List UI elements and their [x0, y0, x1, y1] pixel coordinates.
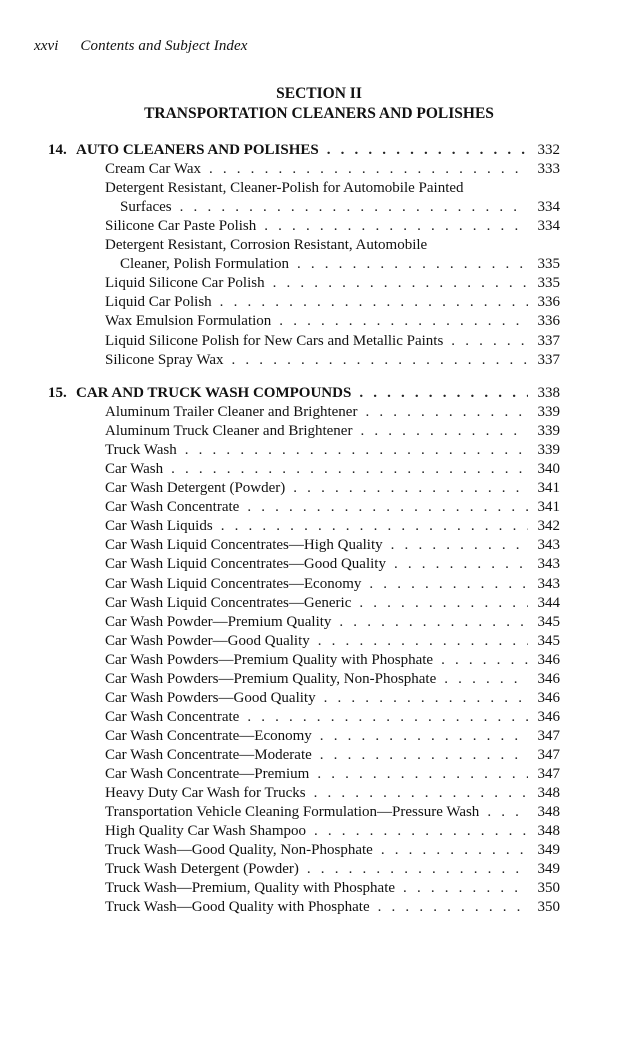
entry-title: Car Wash Powders—Premium Quality, Non-Phosphate: [105, 670, 437, 687]
toc-entry: [105, 651, 560, 670]
toc-entry: [105, 217, 560, 236]
dot-leader: [264, 217, 528, 236]
toc-entry: [105, 765, 560, 784]
dot-leader: [320, 727, 528, 746]
entry-page: 337: [537, 351, 560, 368]
entry-title: Car Wash Concentrate—Premium: [105, 766, 310, 782]
entry-page: 336: [537, 294, 560, 311]
toc-entry-line: [105, 236, 545, 255]
toc-entry: [105, 351, 560, 370]
dot-leader: [297, 255, 528, 274]
entry-title: Car Wash Powders—Good Quality: [105, 689, 316, 706]
dot-leader: [320, 746, 528, 765]
entry-title: Car Wash Powders—Premium Quality with Phosphate: [105, 651, 434, 668]
entry-page: 345: [537, 632, 560, 649]
toc-entry: [105, 727, 560, 746]
entry-title: Liquid Silicone Polish for New Cars and Metallic Paints: [105, 332, 444, 349]
entry-title: Car Wash: [105, 461, 164, 478]
dot-leader: [324, 689, 528, 708]
toc-entry: [105, 898, 560, 917]
toc-entry: [105, 332, 560, 351]
toc-entry: [105, 803, 560, 822]
dot-leader: [293, 479, 528, 498]
toc-entry: [105, 632, 560, 651]
section-label: SECTION II: [276, 85, 362, 102]
toc-entry: [105, 822, 560, 841]
entry-page: 339: [537, 423, 560, 440]
entry-title: Truck Wash—Good Quality, Non-Phosphate: [105, 842, 373, 859]
dot-leader: [185, 441, 528, 460]
toc-entry: [105, 594, 560, 613]
entry-page: 341: [537, 480, 560, 497]
entry-page: 348: [537, 823, 560, 840]
section-title: TRANSPORTATION CLEANERS AND POLISHES: [144, 105, 494, 122]
dot-leader: [403, 879, 528, 898]
entry-title: Car Wash Liquids: [105, 518, 213, 535]
entry-title: Cream Car Wax: [105, 161, 201, 178]
toc-entry: [105, 274, 560, 293]
entry-page: 350: [537, 899, 560, 916]
entry-page: 348: [537, 785, 560, 802]
toc-entry: [105, 879, 560, 898]
dot-leader: [317, 765, 528, 784]
entry-title: Heavy Duty Car Wash for Trucks: [105, 785, 306, 802]
chapter-page: 338: [537, 385, 560, 401]
entry-page: 349: [537, 861, 560, 878]
entry-page: 347: [537, 766, 560, 782]
dot-leader: [232, 351, 529, 370]
entry-title: Truck Wash—Good Quality with Phosphate: [105, 899, 370, 916]
dot-leader: [369, 575, 528, 594]
entry-page: 346: [537, 708, 560, 725]
dot-leader: [221, 517, 528, 536]
chapter-page: 332: [537, 142, 560, 158]
entry-title: Car Wash Powder—Good Quality: [105, 632, 310, 649]
entry-page: 345: [537, 613, 560, 630]
dot-leader: [359, 384, 528, 403]
dot-leader: [314, 784, 528, 803]
toc-entry: [105, 784, 560, 803]
entry-title: Car Wash Liquid Concentrates—Good Quality: [105, 556, 386, 573]
toc-entry: [105, 613, 560, 632]
entry-page: 349: [537, 842, 560, 859]
entry-page: 341: [537, 499, 560, 516]
entry-page: 347: [537, 727, 560, 744]
toc-entry: [105, 160, 560, 179]
entry-title: Car Wash Powder—Premium Quality: [105, 613, 332, 630]
entry-page: 346: [537, 670, 560, 687]
entry-page: 350: [537, 880, 560, 897]
chapter-number: 14.: [48, 142, 67, 158]
running-head: [34, 38, 248, 55]
entry-title: Transportation Vehicle Cleaning Formulation—Pressure Wash: [105, 804, 480, 821]
running-head-title: Contents and Subject Index: [80, 38, 248, 54]
dot-leader: [360, 422, 528, 441]
toc-entry: [105, 575, 560, 594]
entry-page: 334: [537, 218, 560, 235]
dot-leader: [444, 670, 528, 689]
dot-leader: [378, 898, 528, 917]
dot-leader: [279, 312, 528, 331]
dot-leader: [487, 803, 528, 822]
entry-page: 339: [537, 404, 560, 421]
dot-leader: [381, 841, 528, 860]
entry-page: 343: [537, 537, 560, 554]
entry-page: 342: [537, 518, 560, 535]
dot-leader: [441, 651, 528, 670]
entry-title: High Quality Car Wash Shampoo: [105, 823, 306, 840]
dot-leader: [307, 860, 528, 879]
dot-leader: [339, 613, 528, 632]
entry-title: Car Wash Concentrate: [105, 708, 240, 725]
dot-leader: [180, 198, 528, 217]
entry-title: Car Wash Concentrate—Moderate: [105, 746, 312, 763]
entry-page: 334: [537, 199, 560, 216]
entry-page: 335: [537, 275, 560, 292]
entry-page: 344: [537, 594, 560, 611]
toc-entry: [105, 708, 560, 727]
chapter-title: AUTO CLEANERS AND POLISHES: [76, 142, 319, 158]
entry-title: Truck Wash Detergent (Powder): [105, 861, 299, 878]
toc-entry-line: [105, 179, 545, 198]
entry-title: Detergent Resistant, Cleaner-Polish for Automobile Painted: [105, 180, 464, 197]
entry-title: Silicone Spray Wax: [105, 351, 224, 368]
entry-title: Wax Emulsion Formulation: [105, 313, 272, 330]
entry-title: Detergent Resistant, Corrosion Resistant, Automobile: [105, 237, 428, 254]
dot-leader: [359, 594, 528, 613]
chapter-title: CAR AND TRUCK WASH COMPOUNDS: [76, 385, 352, 401]
entry-page: 346: [537, 651, 560, 668]
toc-entry: [105, 293, 560, 312]
toc-entry: [105, 498, 560, 517]
dot-leader: [314, 822, 528, 841]
entry-title: Truck Wash—Premium, Quality with Phosphate: [105, 880, 396, 897]
toc-entry: [105, 422, 560, 441]
dot-leader: [451, 332, 528, 351]
entry-page: 339: [537, 442, 560, 459]
toc-entry: [105, 312, 560, 331]
dot-leader: [209, 160, 528, 179]
entry-page: 348: [537, 804, 560, 821]
toc-entry: [105, 670, 560, 689]
section-heading: [0, 84, 638, 124]
toc-entry: [105, 441, 560, 460]
dot-leader: [220, 293, 528, 312]
toc-entry: [105, 841, 560, 860]
entry-page: 336: [537, 313, 560, 330]
dot-leader: [391, 536, 528, 555]
chapter-heading: [48, 141, 560, 160]
dot-leader: [273, 274, 528, 293]
entry-title: Car Wash Detergent (Powder): [105, 480, 286, 497]
entry-title: Aluminum Trailer Cleaner and Brightener: [105, 404, 358, 421]
entry-title: Car Wash Liquid Concentrates—Economy: [105, 575, 362, 592]
toc-entry: [105, 689, 560, 708]
entry-title: Aluminum Truck Cleaner and Brightener: [105, 423, 353, 440]
entry-title: Silicone Car Paste Polish: [105, 218, 257, 235]
dot-leader: [247, 498, 528, 517]
toc-entry: [105, 479, 560, 498]
dot-leader: [327, 141, 528, 160]
entry-page: 340: [537, 461, 560, 478]
dot-leader: [171, 460, 528, 479]
entry-page: 333: [537, 161, 560, 178]
entry-page: 346: [537, 689, 560, 706]
entry-title: Truck Wash: [105, 442, 177, 459]
entry-title: Liquid Car Polish: [105, 294, 212, 311]
entry-page: 343: [537, 575, 560, 592]
dot-leader: [318, 632, 528, 651]
toc-entry: [120, 255, 560, 274]
chapter-heading: [48, 384, 560, 403]
entry-title: Liquid Silicone Car Polish: [105, 275, 265, 292]
entry-title: Car Wash Liquid Concentrates—Generic: [105, 594, 352, 611]
page-number: xxvi: [34, 38, 59, 54]
toc-entry: [105, 860, 560, 879]
dot-leader: [247, 708, 528, 727]
entry-title: Car Wash Concentrate—Economy: [105, 727, 312, 744]
chapter-number: 15.: [48, 385, 67, 401]
entry-page: 335: [537, 256, 560, 273]
entry-title: Surfaces: [120, 199, 172, 216]
toc-entry: [120, 198, 560, 217]
toc-entry: [105, 460, 560, 479]
dot-leader: [394, 555, 528, 574]
entry-title: Car Wash Liquid Concentrates—High Quality: [105, 537, 383, 554]
toc-entry: [105, 403, 560, 422]
dot-leader: [365, 403, 528, 422]
toc-entry: [105, 555, 560, 574]
entry-page: 337: [537, 332, 560, 349]
entry-title: Car Wash Concentrate: [105, 499, 240, 516]
toc-entry: [105, 517, 560, 536]
toc-entry: [105, 536, 560, 555]
entry-title: Cleaner, Polish Formulation: [120, 256, 289, 273]
toc-entry: [105, 746, 560, 765]
entry-page: 343: [537, 556, 560, 573]
entry-page: 347: [537, 746, 560, 763]
